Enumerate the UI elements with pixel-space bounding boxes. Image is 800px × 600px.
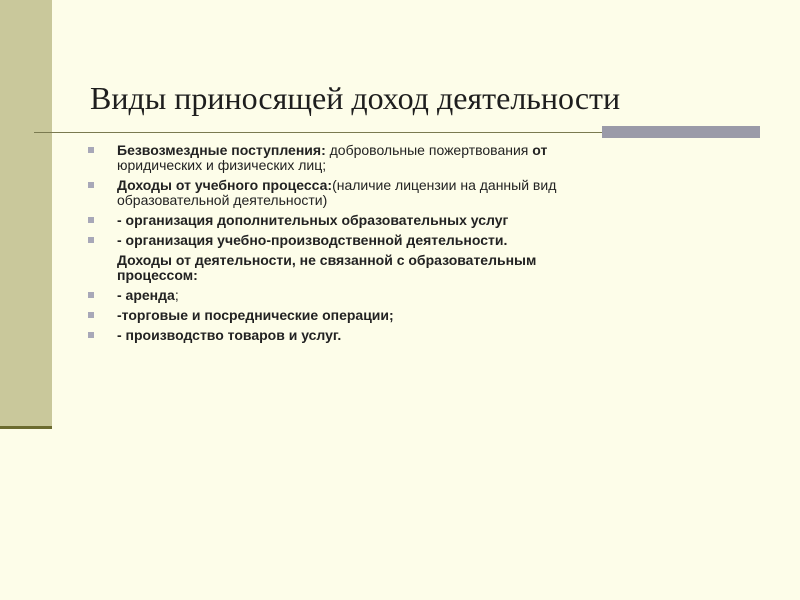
square-bullet-icon [88,217,94,223]
list-item: - аренда; [88,288,688,303]
title-underline [34,132,602,133]
list-item: -торговые и посреднические операции; [88,308,688,323]
list-item: Доходы от учебного процесса:(наличие лицензии на данный вид образовательной деятельности) [88,178,688,208]
square-bullet-icon [88,292,94,298]
slide-title: Виды приносящей доход деятельности [90,80,621,116]
square-bullet-icon [88,312,94,318]
bullet-list [88,143,688,348]
square-bullet-icon [88,147,94,153]
square-bullet-icon [88,332,94,338]
side-decoration-line [0,426,52,429]
list-item: - производство товаров и услуг. [88,328,688,343]
list-item: - организация дополнительных образовательных услуг [88,213,688,228]
list-item: Безвозмездные поступления: добровольные пожертвования от юридических и физических лиц; [88,143,688,173]
list-item: - организация учебно-производственной деятельности. [88,233,688,248]
title-accent-block [602,126,760,138]
square-bullet-icon [88,237,94,243]
list-item-no-bullet: Доходы от деятельности, не связанной с образовательным процессом: [117,252,537,283]
square-bullet-icon [88,182,94,188]
side-decoration-bar [0,0,52,426]
